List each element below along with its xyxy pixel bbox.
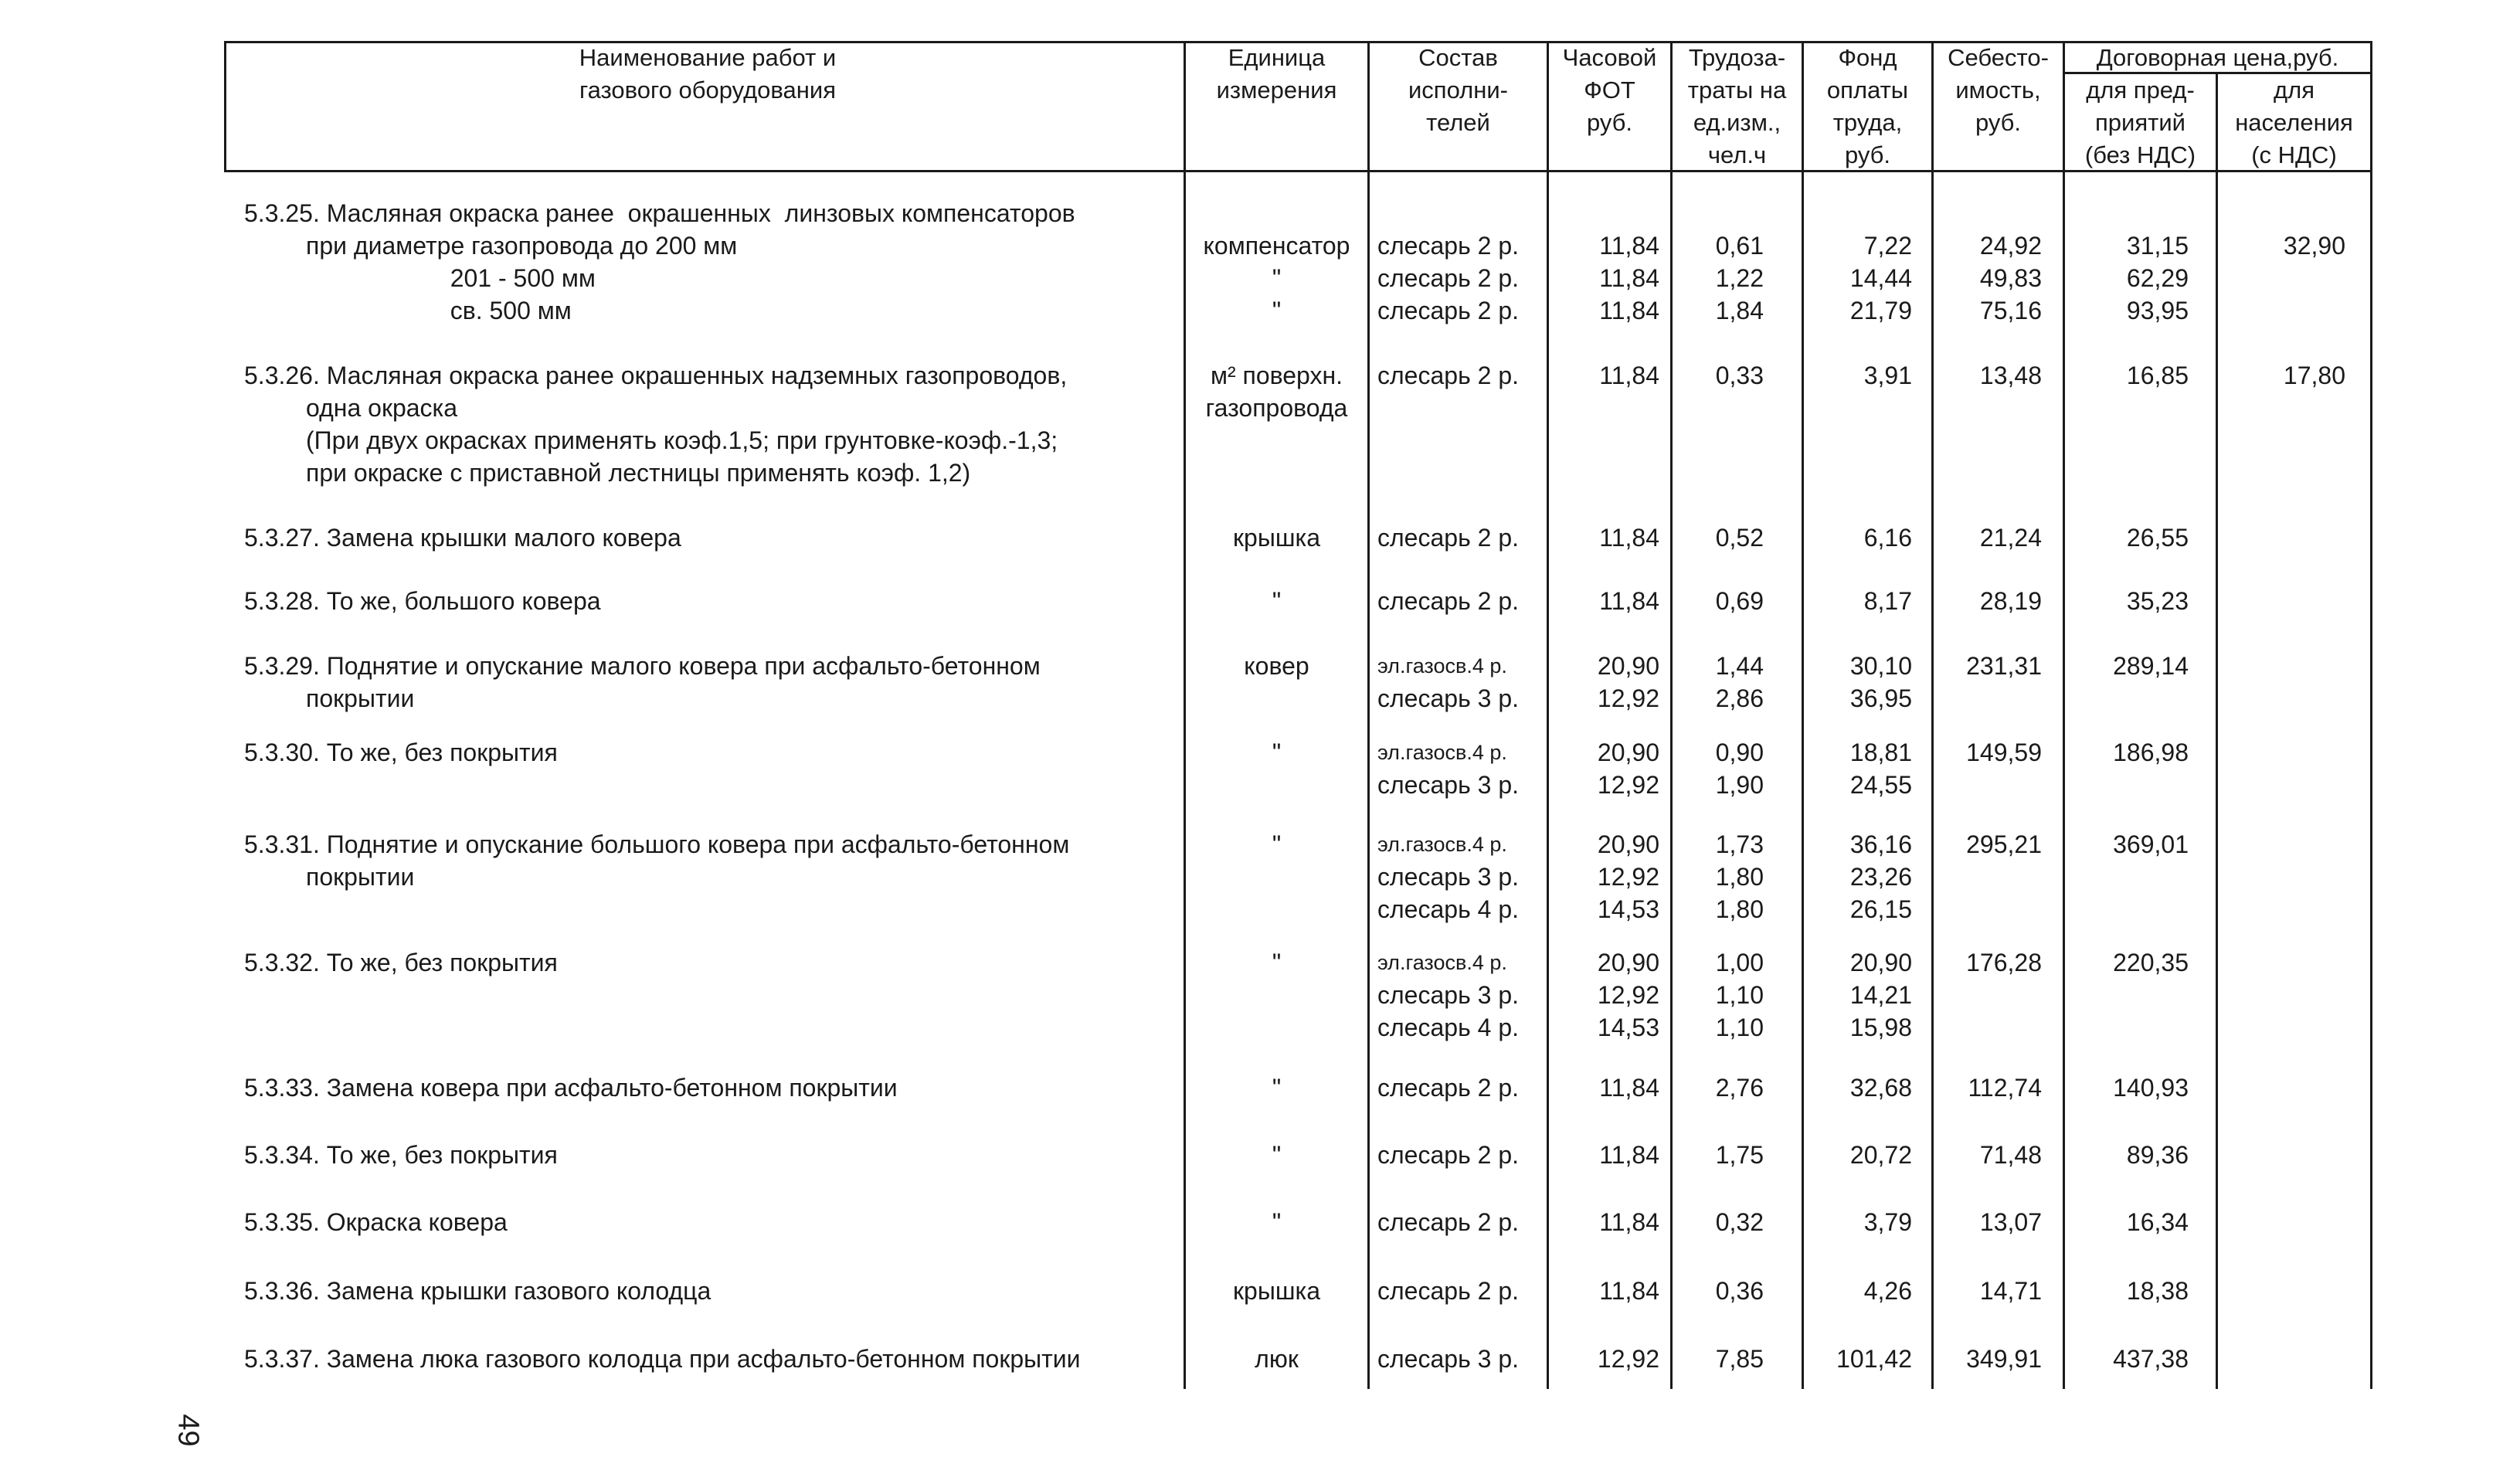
row-10-labor: 0,69: [1715, 587, 1764, 615]
row-24-cost: 14,71: [1979, 1277, 2042, 1305]
row-13-fund: 18,81: [1849, 739, 1912, 766]
row-3-ent: 62,29: [2126, 264, 2189, 292]
row-14-hourly: 12,92: [1597, 771, 1659, 799]
row-15-ent: 369,01: [2113, 830, 2189, 858]
row-10-ent: 35,23: [2126, 587, 2189, 615]
row-9-fund: 6,16: [1863, 524, 1912, 552]
row-2-hourly: 11,84: [1599, 232, 1659, 260]
row-18-unit: ": [1272, 949, 1282, 976]
row-15-fund: 36,16: [1849, 830, 1912, 858]
row-10-cost: 28,19: [1979, 587, 2042, 615]
row-4-staff: слесарь 2 р.: [1377, 297, 1519, 324]
row-3-hourly: 11,84: [1599, 264, 1659, 292]
row-13-unit: ": [1272, 739, 1282, 766]
row-24-ent: 18,38: [2126, 1277, 2189, 1305]
row-20-labor: 1,10: [1715, 1014, 1764, 1041]
row-10-hourly: 11,84: [1599, 587, 1659, 615]
row-12-fund: 36,95: [1849, 684, 1912, 712]
row-25-labor: 7,85: [1715, 1345, 1764, 1373]
row-18-cost: 176,28: [1966, 949, 2042, 976]
row-3-staff: слесарь 2 р.: [1377, 264, 1519, 292]
row-9-ent: 26,55: [2126, 524, 2189, 552]
row-20-hourly: 14,53: [1597, 1014, 1659, 1041]
row-7-desc: (При двух окрасках применять коэф.1,5; при грунтовке-коэф.-1,3;: [244, 426, 1058, 454]
row-12-desc: покрытии: [244, 684, 415, 712]
row-11-staff: эл.газосв.4 р.: [1377, 654, 1507, 677]
row-21-fund: 32,68: [1849, 1074, 1912, 1102]
row-22-fund: 20,72: [1849, 1141, 1912, 1169]
row-21-ent: 140,93: [2113, 1074, 2189, 1102]
row-6-unit: газопровода: [1205, 394, 1348, 422]
row-24-staff: слесарь 2 р.: [1377, 1277, 1519, 1305]
row-2-cost: 24,92: [1979, 232, 2042, 260]
row-19-labor: 1,10: [1715, 981, 1764, 1009]
header-unit: Единица измерения: [1216, 44, 1337, 104]
row-18-hourly: 20,90: [1597, 949, 1659, 976]
row-13-ent: 186,98: [2113, 739, 2189, 766]
row-25-ent: 437,38: [2113, 1345, 2189, 1373]
row-24-desc: 5.3.36. Замена крышки газового колодца: [244, 1277, 712, 1305]
row-19-fund: 14,21: [1849, 981, 1912, 1009]
row-11-ent: 289,14: [2113, 652, 2189, 680]
row-4-fund: 21,79: [1849, 297, 1912, 324]
row-25-hourly: 12,92: [1597, 1345, 1659, 1373]
row-13-cost: 149,59: [1966, 739, 2042, 766]
row-14-staff: слесарь 3 р.: [1377, 771, 1519, 799]
row-2-desc: при диаметре газопровода до 200 мм: [244, 232, 738, 260]
row-11-desc: 5.3.29. Поднятие и опускание малого ковера при асфальто-бетонном: [244, 652, 1041, 680]
row-23-cost: 13,07: [1979, 1208, 2042, 1236]
row-9-staff: слесарь 2 р.: [1377, 524, 1519, 552]
row-9-labor: 0,52: [1715, 524, 1764, 552]
row-16-staff: слесарь 3 р.: [1377, 863, 1519, 891]
row-21-cost: 112,74: [1968, 1074, 2042, 1102]
row-15-hourly: 20,90: [1597, 830, 1659, 858]
row-25-cost: 349,91: [1966, 1345, 2042, 1373]
row-2-pop: 32,90: [2283, 232, 2345, 260]
row-10-unit: ": [1272, 587, 1282, 615]
row-12-labor: 2,86: [1715, 684, 1764, 712]
row-5-fund: 3,91: [1863, 362, 1912, 389]
row-17-hourly: 14,53: [1597, 895, 1659, 923]
row-3-fund: 14,44: [1849, 264, 1912, 292]
row-25-staff: слесарь 3 р.: [1377, 1345, 1519, 1373]
row-16-hourly: 12,92: [1597, 863, 1659, 891]
row-17-staff: слесарь 4 р.: [1377, 895, 1519, 923]
row-2-staff: слесарь 2 р.: [1377, 232, 1519, 260]
row-22-unit: ": [1272, 1141, 1282, 1169]
row-2-fund: 7,22: [1863, 232, 1912, 260]
row-18-desc: 5.3.32. То же, без покрытия: [244, 949, 558, 976]
row-4-hourly: 11,84: [1599, 297, 1659, 324]
row-19-staff: слесарь 3 р.: [1377, 981, 1519, 1009]
row-16-fund: 23,26: [1849, 863, 1912, 891]
header-fund: Фонд оплаты труда, руб.: [1826, 44, 1909, 168]
col-border-unit: [1367, 41, 1370, 1389]
row-9-unit: крышка: [1233, 524, 1320, 552]
row-13-desc: 5.3.30. То же, без покрытия: [244, 739, 558, 766]
row-22-cost: 71,48: [1979, 1141, 2042, 1169]
row-15-cost: 295,21: [1966, 830, 2042, 858]
header-staff: Состав исполни- телей: [1408, 44, 1508, 136]
row-25-unit: люк: [1255, 1345, 1299, 1373]
row-21-staff: слесарь 2 р.: [1377, 1074, 1519, 1102]
row-23-staff: слесарь 2 р.: [1377, 1208, 1519, 1236]
row-24-labor: 0,36: [1715, 1277, 1764, 1305]
row-12-hourly: 12,92: [1597, 684, 1659, 712]
row-25-fund: 101,42: [1836, 1345, 1912, 1373]
row-5-hourly: 11,84: [1599, 362, 1659, 389]
row-5-unit: м² поверхн.: [1210, 362, 1343, 389]
row-15-unit: ": [1272, 830, 1282, 858]
row-18-fund: 20,90: [1849, 949, 1912, 976]
row-14-fund: 24,55: [1849, 771, 1912, 799]
row-15-desc: 5.3.31. Поднятие и опускание большого ковера при асфальто-бетонном: [244, 830, 1070, 858]
row-11-labor: 1,44: [1715, 652, 1764, 680]
header-labor: Трудоза- траты на ед.изм., чел.ч: [1687, 44, 1787, 168]
row-5-pop: 17,80: [2283, 362, 2345, 389]
row-25-desc: 5.3.37. Замена люка газового колодца при асфальто-бетонном покрытии: [244, 1345, 1081, 1373]
row-23-hourly: 11,84: [1599, 1208, 1659, 1236]
row-23-ent: 16,34: [2126, 1208, 2189, 1236]
row-14-labor: 1,90: [1715, 771, 1764, 799]
row-13-labor: 0,90: [1715, 739, 1764, 766]
header-cost: Себесто- имость, руб.: [1948, 44, 2049, 136]
header-hourly: Часовой ФОТ руб.: [1562, 44, 1657, 136]
row-16-desc: покрытии: [244, 863, 415, 891]
row-24-hourly: 11,84: [1599, 1277, 1659, 1305]
header-enterprises: для пред- приятий (без НДС): [2084, 76, 2196, 168]
row-18-ent: 220,35: [2113, 949, 2189, 976]
row-15-labor: 1,73: [1715, 830, 1764, 858]
row-3-labor: 1,22: [1715, 264, 1764, 292]
row-5-ent: 16,85: [2126, 362, 2189, 389]
col-border-left: [224, 41, 226, 172]
row-23-unit: ": [1272, 1208, 1282, 1236]
row-20-staff: слесарь 4 р.: [1377, 1014, 1519, 1041]
row-1-desc: 5.3.25. Масляная окраска ранее окрашенных линзовых компенсаторов: [244, 199, 1075, 227]
col-border-right: [2370, 41, 2372, 1389]
row-21-desc: 5.3.33. Замена ковера при асфальто-бетонном покрытии: [244, 1074, 898, 1102]
row-10-desc: 5.3.28. То же, большого ковера: [244, 587, 601, 615]
row-11-unit: ковер: [1244, 652, 1309, 680]
row-22-ent: 89,36: [2126, 1141, 2189, 1169]
row-21-labor: 2,76: [1715, 1074, 1764, 1102]
row-18-labor: 1,00: [1715, 949, 1764, 976]
row-4-unit: ": [1272, 297, 1282, 324]
row-23-labor: 0,32: [1715, 1208, 1764, 1236]
header-name: Наименование работ и газового оборудования: [579, 44, 837, 104]
row-10-fund: 8,17: [1863, 587, 1912, 615]
row-22-staff: слесарь 2 р.: [1377, 1141, 1519, 1169]
row-17-fund: 26,15: [1849, 895, 1912, 923]
row-24-fund: 4,26: [1863, 1277, 1912, 1305]
row-5-labor: 0,33: [1715, 362, 1764, 389]
row-19-hourly: 12,92: [1597, 981, 1659, 1009]
row-8-desc: при окраске с приставной лестницы применять коэф. 1,2): [244, 459, 971, 487]
row-3-cost: 49,83: [1979, 264, 2042, 292]
col-border-enterprises: [2216, 72, 2218, 1389]
row-2-labor: 0,61: [1715, 232, 1764, 260]
row-22-desc: 5.3.34. То же, без покрытия: [244, 1141, 558, 1169]
row-5-desc: 5.3.26. Масляная окраска ранее окрашенных надземных газопроводов,: [244, 362, 1068, 389]
row-12-staff: слесарь 3 р.: [1377, 684, 1519, 712]
row-20-fund: 15,98: [1849, 1014, 1912, 1041]
page-number: 49: [172, 1414, 205, 1447]
row-21-hourly: 11,84: [1599, 1074, 1659, 1102]
row-16-labor: 1,80: [1715, 863, 1764, 891]
row-24-unit: крышка: [1233, 1277, 1320, 1305]
row-11-cost: 231,31: [1966, 652, 2042, 680]
row-6-desc: одна окраска: [244, 394, 458, 422]
row-9-hourly: 11,84: [1599, 524, 1659, 552]
row-9-desc: 5.3.27. Замена крышки малого ковера: [244, 524, 681, 552]
row-5-cost: 13,48: [1979, 362, 2042, 389]
row-5-staff: слесарь 2 р.: [1377, 362, 1519, 389]
row-4-cost: 75,16: [1979, 297, 2042, 324]
row-9-cost: 21,24: [1979, 524, 2042, 552]
row-11-hourly: 20,90: [1597, 652, 1659, 680]
row-2-ent: 31,15: [2126, 232, 2189, 260]
header-contract: Договорная цена,руб.: [2096, 44, 2339, 71]
row-17-labor: 1,80: [1715, 895, 1764, 923]
row-2-unit: компенсатор: [1203, 232, 1350, 260]
row-23-desc: 5.3.35. Окраска ковера: [244, 1208, 508, 1236]
row-13-staff: эл.газосв.4 р.: [1377, 741, 1507, 764]
row-11-fund: 30,10: [1849, 652, 1912, 680]
row-13-hourly: 20,90: [1597, 739, 1659, 766]
row-10-staff: слесарь 2 р.: [1377, 587, 1519, 615]
row-18-staff: эл.газосв.4 р.: [1377, 951, 1507, 974]
row-21-unit: ": [1272, 1074, 1282, 1102]
row-4-labor: 1,84: [1715, 297, 1764, 324]
row-4-desc: св. 500 мм: [244, 297, 572, 324]
row-22-hourly: 11,84: [1599, 1141, 1659, 1169]
row-23-fund: 3,79: [1863, 1208, 1912, 1236]
row-15-staff: эл.газосв.4 р.: [1377, 833, 1507, 856]
header-population: для населения (с НДС): [2235, 76, 2353, 168]
header-bottom-border: [224, 170, 2372, 172]
row-3-desc: 201 - 500 мм: [244, 264, 596, 292]
row-4-ent: 93,95: [2126, 297, 2189, 324]
row-22-labor: 1,75: [1715, 1141, 1764, 1169]
row-3-unit: ": [1272, 264, 1282, 292]
